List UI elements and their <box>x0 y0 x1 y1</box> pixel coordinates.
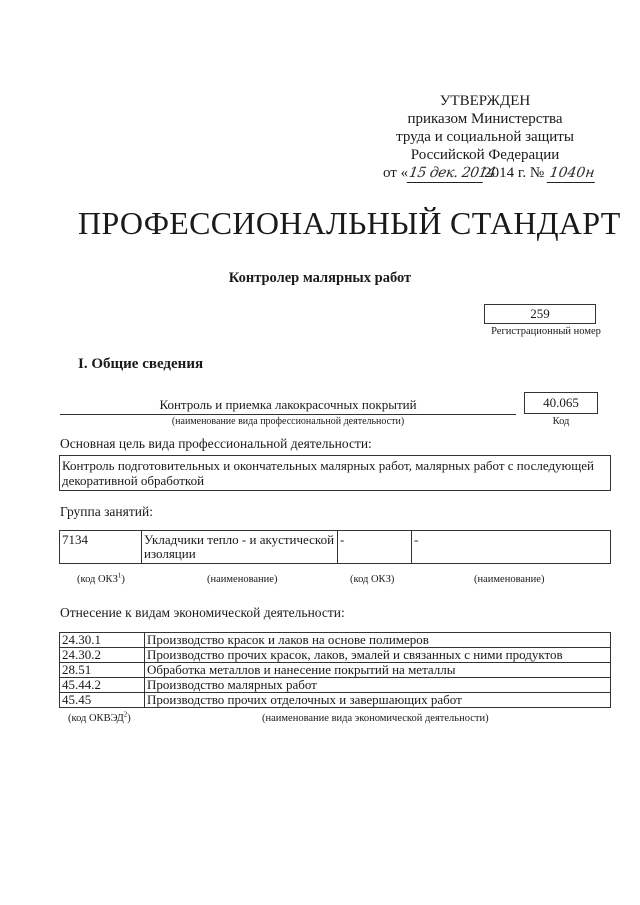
okz-name-cell: - <box>414 532 419 547</box>
activity-name: Контроль и приемка лакокрасочных покрытий <box>159 397 417 412</box>
okz-name-caption: (наименование) <box>474 574 545 585</box>
approval-line: труда и социальной защиты <box>396 129 574 145</box>
section-heading: I. Общие сведения <box>78 356 204 372</box>
okved-name-cell: Производство прочих красок, лаков, эмалей и связанных с ними продуктов <box>145 648 611 663</box>
registration-number-caption: Регистрационный номер <box>491 326 601 337</box>
okz-name-cell: Укладчики тепло - и акустической изоляции <box>142 531 338 563</box>
activity-code-box: 40.065 <box>524 392 598 414</box>
okved-name-cell: Производство красок и лаков на основе полимеров <box>145 633 611 648</box>
okved-name-cell: Обработка металлов и нанесение покрытий на металлы <box>145 663 611 678</box>
table-row <box>60 678 611 693</box>
table-row <box>60 693 611 708</box>
okved-code-caption: (код ОКВЭД$^2$) <box>68 710 131 724</box>
standard-name: Контролер малярных работ <box>228 270 412 286</box>
okved-code-cell: 28.51 <box>60 663 145 678</box>
registration-number-box: 259 <box>484 304 596 324</box>
okz-code-cell: 7134 <box>60 531 142 563</box>
table-row <box>60 648 611 663</box>
goal-text-box: Контроль подготовительных и окончательных малярных работ, малярных работ с последующей декоративной обработкой <box>59 455 611 491</box>
handwritten-order-number: 1040н <box>548 165 596 181</box>
okz-code-caption: (код ОКЗ$^1$) <box>77 571 125 585</box>
document-title: ПРОФЕССИОНАЛЬНЫЙ СТАНДАРТ <box>78 205 621 241</box>
activity-underline <box>60 414 516 415</box>
okved-code-cell: 45.44.2 <box>60 678 145 693</box>
activity-name-caption: (наименование вида профессиональной деятельности) <box>171 416 405 427</box>
order-line: от «15 дек. 20142014 г. № 1040н <box>383 165 596 181</box>
approval-heading: УТВЕРЖДЕН <box>439 93 531 109</box>
table-row <box>60 663 611 678</box>
okved-name-cell: Производство прочих отделочных и завершающих работ <box>145 693 611 708</box>
handwritten-date: 15 дек. 2014 <box>408 165 497 181</box>
okved-code-cell: 24.30.1 <box>60 633 145 648</box>
occupation-group-label: Группа занятий: <box>60 504 153 519</box>
economic-activity-table <box>59 632 611 708</box>
approval-line: приказом Министерства <box>407 111 563 127</box>
okz-name-caption: (наименование) <box>207 574 278 585</box>
occupation-group-row <box>59 530 611 564</box>
approval-block <box>375 92 595 183</box>
economic-activity-label: Отнесение к видам экономической деятельности: <box>60 605 345 620</box>
approval-line: Российской Федерации <box>410 147 560 163</box>
activity-code-caption: Код <box>552 416 570 427</box>
table-row <box>60 633 611 648</box>
okved-code-cell: 24.30.2 <box>60 648 145 663</box>
okz-code-cell: - <box>338 531 412 563</box>
goal-label: Основная цель вида профессиональной деятельности: <box>60 436 372 451</box>
okved-name-cell: Производство малярных работ <box>145 678 611 693</box>
okved-name-caption: (наименование вида экономической деятельности) <box>262 713 489 724</box>
okved-code-cell: 45.45 <box>60 693 145 708</box>
okz-code-caption: (код ОКЗ) <box>350 574 395 585</box>
